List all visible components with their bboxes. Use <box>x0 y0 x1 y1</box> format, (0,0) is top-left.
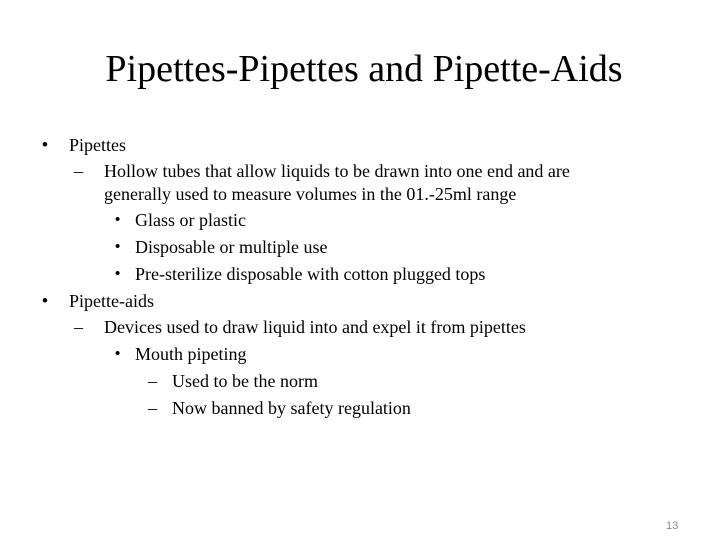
item-pre-sterilize: Pre-sterilize disposable with cotton plugged tops <box>135 264 486 284</box>
pipettes-definition-line-2: generally used to measure volumes in the 01.-25ml range <box>104 184 517 204</box>
item-disposable-or-multiple: Disposable or multiple use <box>135 237 328 257</box>
item-used-to-be-norm: Used to be the norm <box>172 371 318 391</box>
slide-title: Pipettes-Pipettes and Pipette-Aids <box>105 48 623 90</box>
dash-marker: – <box>148 398 157 418</box>
pipette-aids-definition: Devices used to draw liquid into and expel it from pipettes <box>104 317 526 337</box>
item-glass-or-plastic: Glass or plastic <box>135 210 246 230</box>
bullet-pipettes: Pipettes <box>69 135 126 155</box>
bullet-pipette-aids: Pipette-aids <box>69 291 154 311</box>
bullet-marker: • <box>42 291 48 310</box>
bullet-marker: • <box>115 265 121 282</box>
bullet-marker: • <box>115 238 121 255</box>
dash-marker: – <box>74 317 83 337</box>
bullet-marker: • <box>42 135 48 154</box>
page-number: 13 <box>666 520 679 532</box>
bullet-marker: • <box>115 211 121 228</box>
dash-marker: – <box>74 161 83 181</box>
pipettes-definition-line-1: Hollow tubes that allow liquids to be drawn into one end and are <box>104 161 570 181</box>
item-now-banned: Now banned by safety regulation <box>172 398 411 418</box>
bullet-marker: • <box>115 345 121 362</box>
dash-marker: – <box>148 371 157 391</box>
item-mouth-pipeting: Mouth pipeting <box>135 344 247 364</box>
